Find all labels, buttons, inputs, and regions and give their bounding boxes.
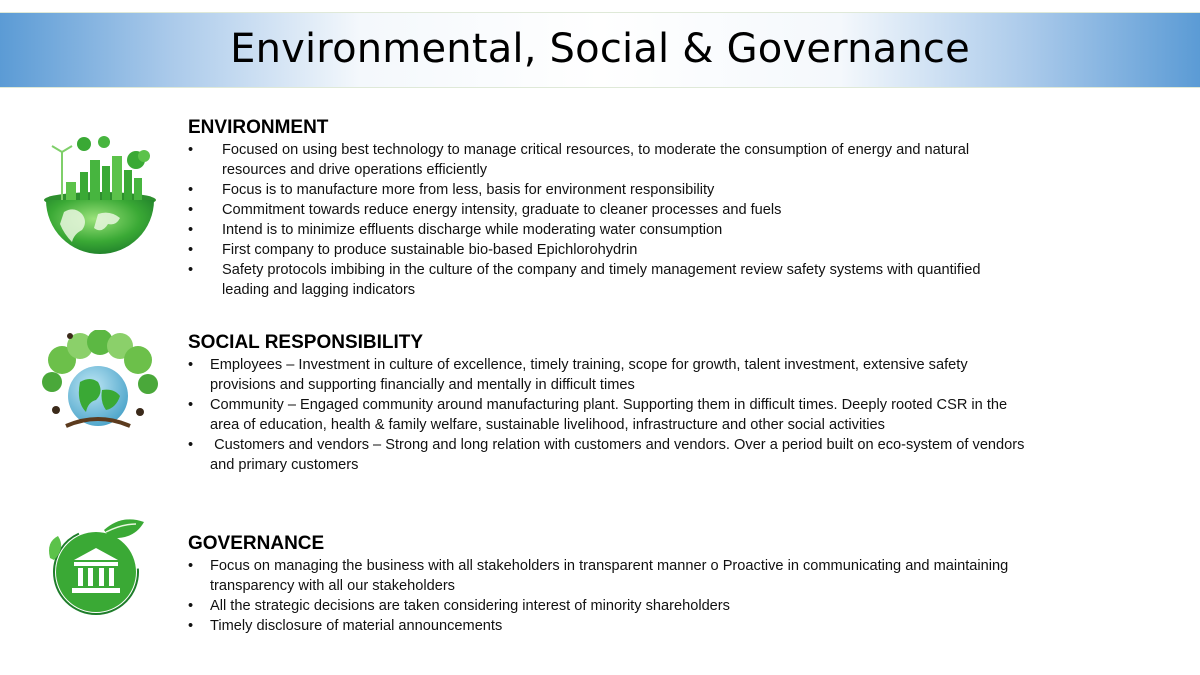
bullet: •: [188, 222, 194, 238]
list-item-text: Community – Engaged community around manufacturing plant. Supporting them in difficult times. Deeply rooted CSR in the area of education, health & family welfare, sustainable livelihood, infrastructure and other social activities: [210, 397, 1008, 433]
bullet: •: [188, 202, 194, 218]
bullet: •: [188, 558, 194, 574]
governance-section: [188, 532, 1028, 636]
bullet: •: [188, 242, 194, 258]
list-item: [188, 140, 1028, 180]
bullet: •: [188, 437, 194, 453]
environment-list: [188, 140, 1028, 300]
list-item: [188, 616, 1028, 636]
list-item-text: Focus is to manufacture more from less, basis for environment responsibility: [222, 182, 715, 198]
list-item-text: Intend is to minimize effluents discharge while moderating water consumption: [222, 222, 723, 238]
list-item: [188, 240, 1028, 260]
government-building-leaf-icon: [44, 518, 156, 618]
page-title: Environmental, Social & Governance: [230, 26, 970, 72]
environment-heading: ENVIRONMENT: [188, 117, 329, 138]
social-section: [188, 331, 1028, 475]
bullet: •: [188, 618, 194, 634]
title-bar: [0, 12, 1200, 88]
list-item: [188, 556, 1028, 596]
bullet: •: [188, 397, 194, 413]
bullet: •: [188, 182, 194, 198]
list-item: [188, 220, 1028, 240]
governance-list: [188, 556, 1028, 636]
list-item-text: First company to produce sustainable bio-based Epichlorohydrin: [222, 242, 638, 258]
social-heading: SOCIAL RESPONSIBILITY: [188, 332, 424, 353]
list-item-text: Commitment towards reduce energy intensity, graduate to cleaner processes and fuels: [222, 202, 782, 218]
governance-heading: GOVERNANCE: [188, 533, 325, 554]
bullet: •: [188, 598, 194, 614]
green-city-globe-icon: [40, 130, 160, 258]
bullet: •: [188, 262, 194, 278]
list-item-text: Employees – Investment in culture of excellence, timely training, scope for growth, talent investment, extensive safety provisions and supporting financially and mentally in difficult times: [210, 357, 968, 393]
list-item: [188, 180, 1028, 200]
environment-section: [188, 116, 1028, 300]
bullet: •: [188, 357, 194, 373]
bullet: •: [188, 142, 194, 158]
social-list: [188, 355, 1028, 475]
list-item: [188, 435, 1028, 475]
list-item-text: Timely disclosure of material announcements: [210, 618, 503, 634]
list-item: [188, 200, 1028, 220]
list-item-text: Focused on using best technology to manage critical resources, to moderate the consumption of energy and natural resources and drive operations efficiently: [222, 142, 970, 178]
list-item-text: Customers and vendors – Strong and long relation with customers and vendors. Over a period built on eco-system of vendors and primary customers: [210, 437, 1029, 473]
list-item: [188, 596, 1028, 616]
list-item: [188, 260, 1028, 300]
list-item-text: Focus on managing the business with all stakeholders in transparent manner o Proactive in communicating and maintaining transparency with all our stakeholders: [210, 558, 1009, 594]
globe-tree-icon: [36, 330, 162, 438]
list-item: [188, 355, 1028, 395]
list-item-text: All the strategic decisions are taken considering interest of minority shareholders: [210, 598, 730, 614]
list-item: [188, 395, 1028, 435]
list-item-text: Safety protocols imbibing in the culture of the company and timely management review safety systems with quantified leading and lagging indicators: [222, 262, 981, 298]
